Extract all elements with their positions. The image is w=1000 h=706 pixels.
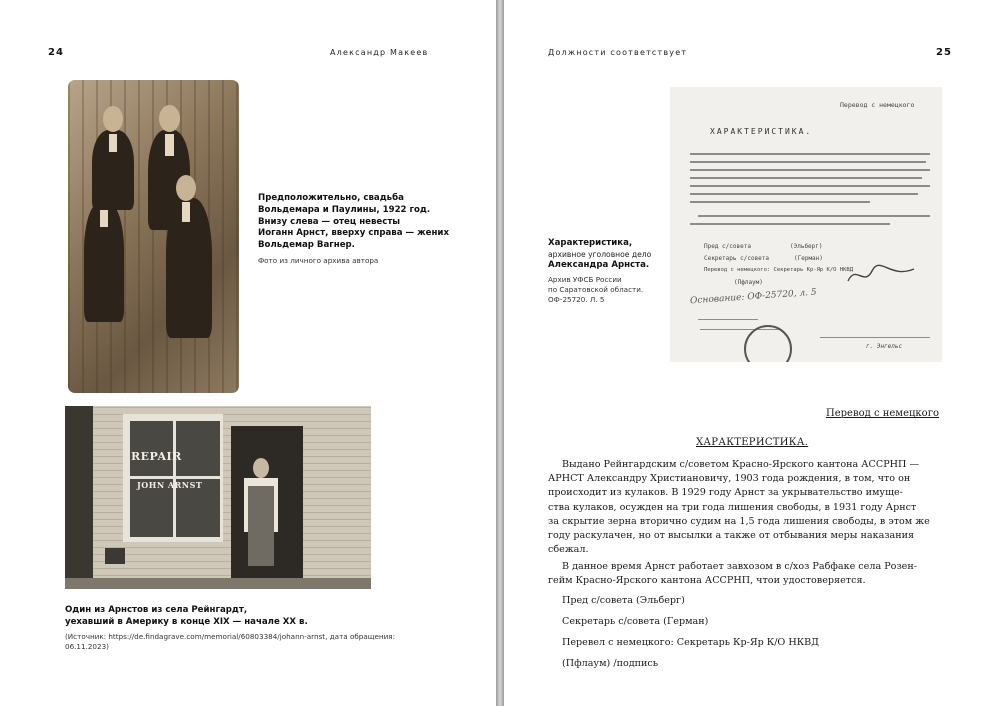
shop-sign-name: JOHN ARNST bbox=[137, 480, 203, 490]
scan-handwriting-line bbox=[698, 319, 758, 320]
scan-text-line bbox=[690, 223, 890, 225]
paragraph-line: за скрытие зерна вторично судим на 1,5 года лишения свободы, в этом же bbox=[548, 515, 930, 527]
page-number-left: 24 bbox=[48, 47, 64, 58]
photo-credit: Фото из личного архива автора bbox=[258, 255, 379, 265]
caption-line: Предположительно, свадьба bbox=[258, 193, 404, 203]
archive-line: ОФ-25720. Л. 5 bbox=[548, 295, 605, 304]
wedding-photo-face bbox=[159, 105, 180, 132]
shopkeeper-face bbox=[253, 458, 269, 478]
shop-photo bbox=[65, 406, 371, 589]
shop-window-pane bbox=[173, 418, 223, 480]
paragraph-line: году раскулачен, но от высылки а также от отбывания меры наказания bbox=[548, 530, 915, 542]
wedding-photo-face bbox=[176, 175, 196, 201]
scan-text-line bbox=[690, 185, 930, 187]
archive-line: по Саратовской области. bbox=[548, 285, 644, 294]
left-page bbox=[0, 0, 496, 706]
caption-line: уехавший в Америку в конце XIX — начале XX в. bbox=[65, 616, 308, 627]
page-number-right: 25 bbox=[936, 47, 952, 58]
paragraph-line: В данное время Арнст работает завхозом в с/хоз Рабфаке села Розен- bbox=[562, 561, 917, 572]
caption-line: Характеристика, bbox=[548, 238, 633, 248]
wedding-photo-face bbox=[103, 106, 123, 132]
caption-line: Вольдемара и Паулины, 1922 год. bbox=[258, 204, 431, 215]
caption-line: Александра Арнста. bbox=[548, 260, 650, 271]
wedding-photo-shirt bbox=[109, 134, 117, 152]
scan-header: Перевод с немецкого bbox=[840, 101, 915, 109]
translation-paragraph-1 bbox=[548, 458, 988, 557]
caption-line: архивное уголовное дело bbox=[548, 249, 652, 259]
paragraph-line: ства кулаков, осужден на три года лишения свободы, в 1931 году Арнст bbox=[548, 501, 917, 513]
wedding-photo-shirt bbox=[165, 134, 174, 156]
translation-paragraph-2 bbox=[548, 560, 988, 588]
scan-title: ХАРАКТЕРИСТИКА. bbox=[710, 127, 813, 136]
shop-sidewalk-box bbox=[105, 548, 125, 564]
scan-text-line bbox=[698, 215, 930, 217]
translation-signature-line: Перевел с немецкого: Секретарь Кр-Яр К/О НКВД bbox=[562, 637, 819, 648]
scan-text-line bbox=[690, 177, 922, 179]
shopkeeper-apron bbox=[248, 486, 274, 566]
archive-line: Архив УФСБ России bbox=[548, 275, 622, 284]
right-page bbox=[504, 0, 1000, 706]
translation-signature-line: (Пфлаум) /подпись bbox=[562, 658, 659, 669]
round-stamp bbox=[744, 325, 792, 362]
translation-header: Перевод с немецкого bbox=[826, 408, 939, 419]
caption-line: Внизу слева — отец невесты bbox=[258, 216, 401, 227]
translation-signature-line: Секретарь с/совета (Герман) bbox=[562, 616, 709, 627]
scan-signer: Перевод с немецкого: Секретарь Кр-Яр К/О НКВД bbox=[704, 267, 854, 273]
scan-text-line bbox=[690, 161, 926, 163]
shop-photo-caption bbox=[65, 605, 485, 652]
paragraph-line: Выдано Рейнгардским с/советом Красно-Ярского кантона АССРНП — bbox=[562, 459, 920, 470]
caption-line: Вольдемар Вагнер. bbox=[258, 240, 355, 251]
signature-mark bbox=[846, 259, 916, 289]
document-scan bbox=[670, 87, 942, 362]
scan-text-line bbox=[690, 153, 930, 155]
shop-window-pane bbox=[127, 418, 177, 480]
scan-text-line bbox=[690, 201, 870, 203]
scan-signer-name: (Герман) bbox=[794, 255, 823, 262]
scan-handwriting-line bbox=[820, 337, 930, 338]
scan-text-line bbox=[690, 169, 930, 171]
shop-sidewalk bbox=[65, 578, 371, 589]
paragraph-line: происходит из кулаков. В 1929 году Арнст за укрывательство имуще- bbox=[548, 487, 903, 499]
caption-line: Иоганн Арнст, вверху справа — жених bbox=[258, 228, 449, 239]
scan-signer: Секретарь с/совета bbox=[704, 255, 770, 262]
wedding-photo bbox=[68, 80, 239, 393]
caption-line: Один из Арнстов из села Рейнгардт, bbox=[65, 605, 248, 615]
scan-signer: (Пфлаум) bbox=[734, 279, 763, 286]
running-head-right: Должности соответствует bbox=[548, 48, 688, 57]
scan-signer-name: (Эльберг) bbox=[790, 243, 823, 250]
shop-sign-repair: REPAIR bbox=[131, 450, 182, 463]
paragraph-line: гейм Красно-Ярского кантона АССРНП, чтои удостоверяется. bbox=[548, 575, 866, 587]
book-spine bbox=[496, 0, 504, 706]
scan-signer: Пред с/совета bbox=[704, 243, 751, 250]
wedding-photo-shirt bbox=[182, 202, 190, 222]
running-head-left: Александр Макеев bbox=[330, 48, 429, 57]
document-caption bbox=[548, 238, 668, 305]
translation-title: ХАРАКТЕРИСТИКА. bbox=[696, 437, 809, 448]
translation-signature-line: Пред с/совета (Эльберг) bbox=[562, 595, 685, 606]
scan-text-line bbox=[690, 193, 918, 195]
paragraph-line: сбежал. bbox=[548, 544, 589, 556]
wedding-photo-caption bbox=[258, 193, 458, 266]
scan-stamp-text: г. Энгельс bbox=[866, 343, 903, 350]
shop-photo-shadow bbox=[65, 406, 93, 589]
paragraph-line: АРНСТ Александру Христиановичу, 1903 года рождения, в том, что он bbox=[548, 473, 911, 485]
handwritten-note: Основание: ОФ-25720, л. 5 bbox=[689, 287, 817, 307]
caption-source: 06.11.2023) bbox=[65, 641, 109, 651]
caption-source: (Источник: https://de.findagrave.com/memorial/60803384/johann-arnst, дата обращения: bbox=[65, 631, 396, 641]
